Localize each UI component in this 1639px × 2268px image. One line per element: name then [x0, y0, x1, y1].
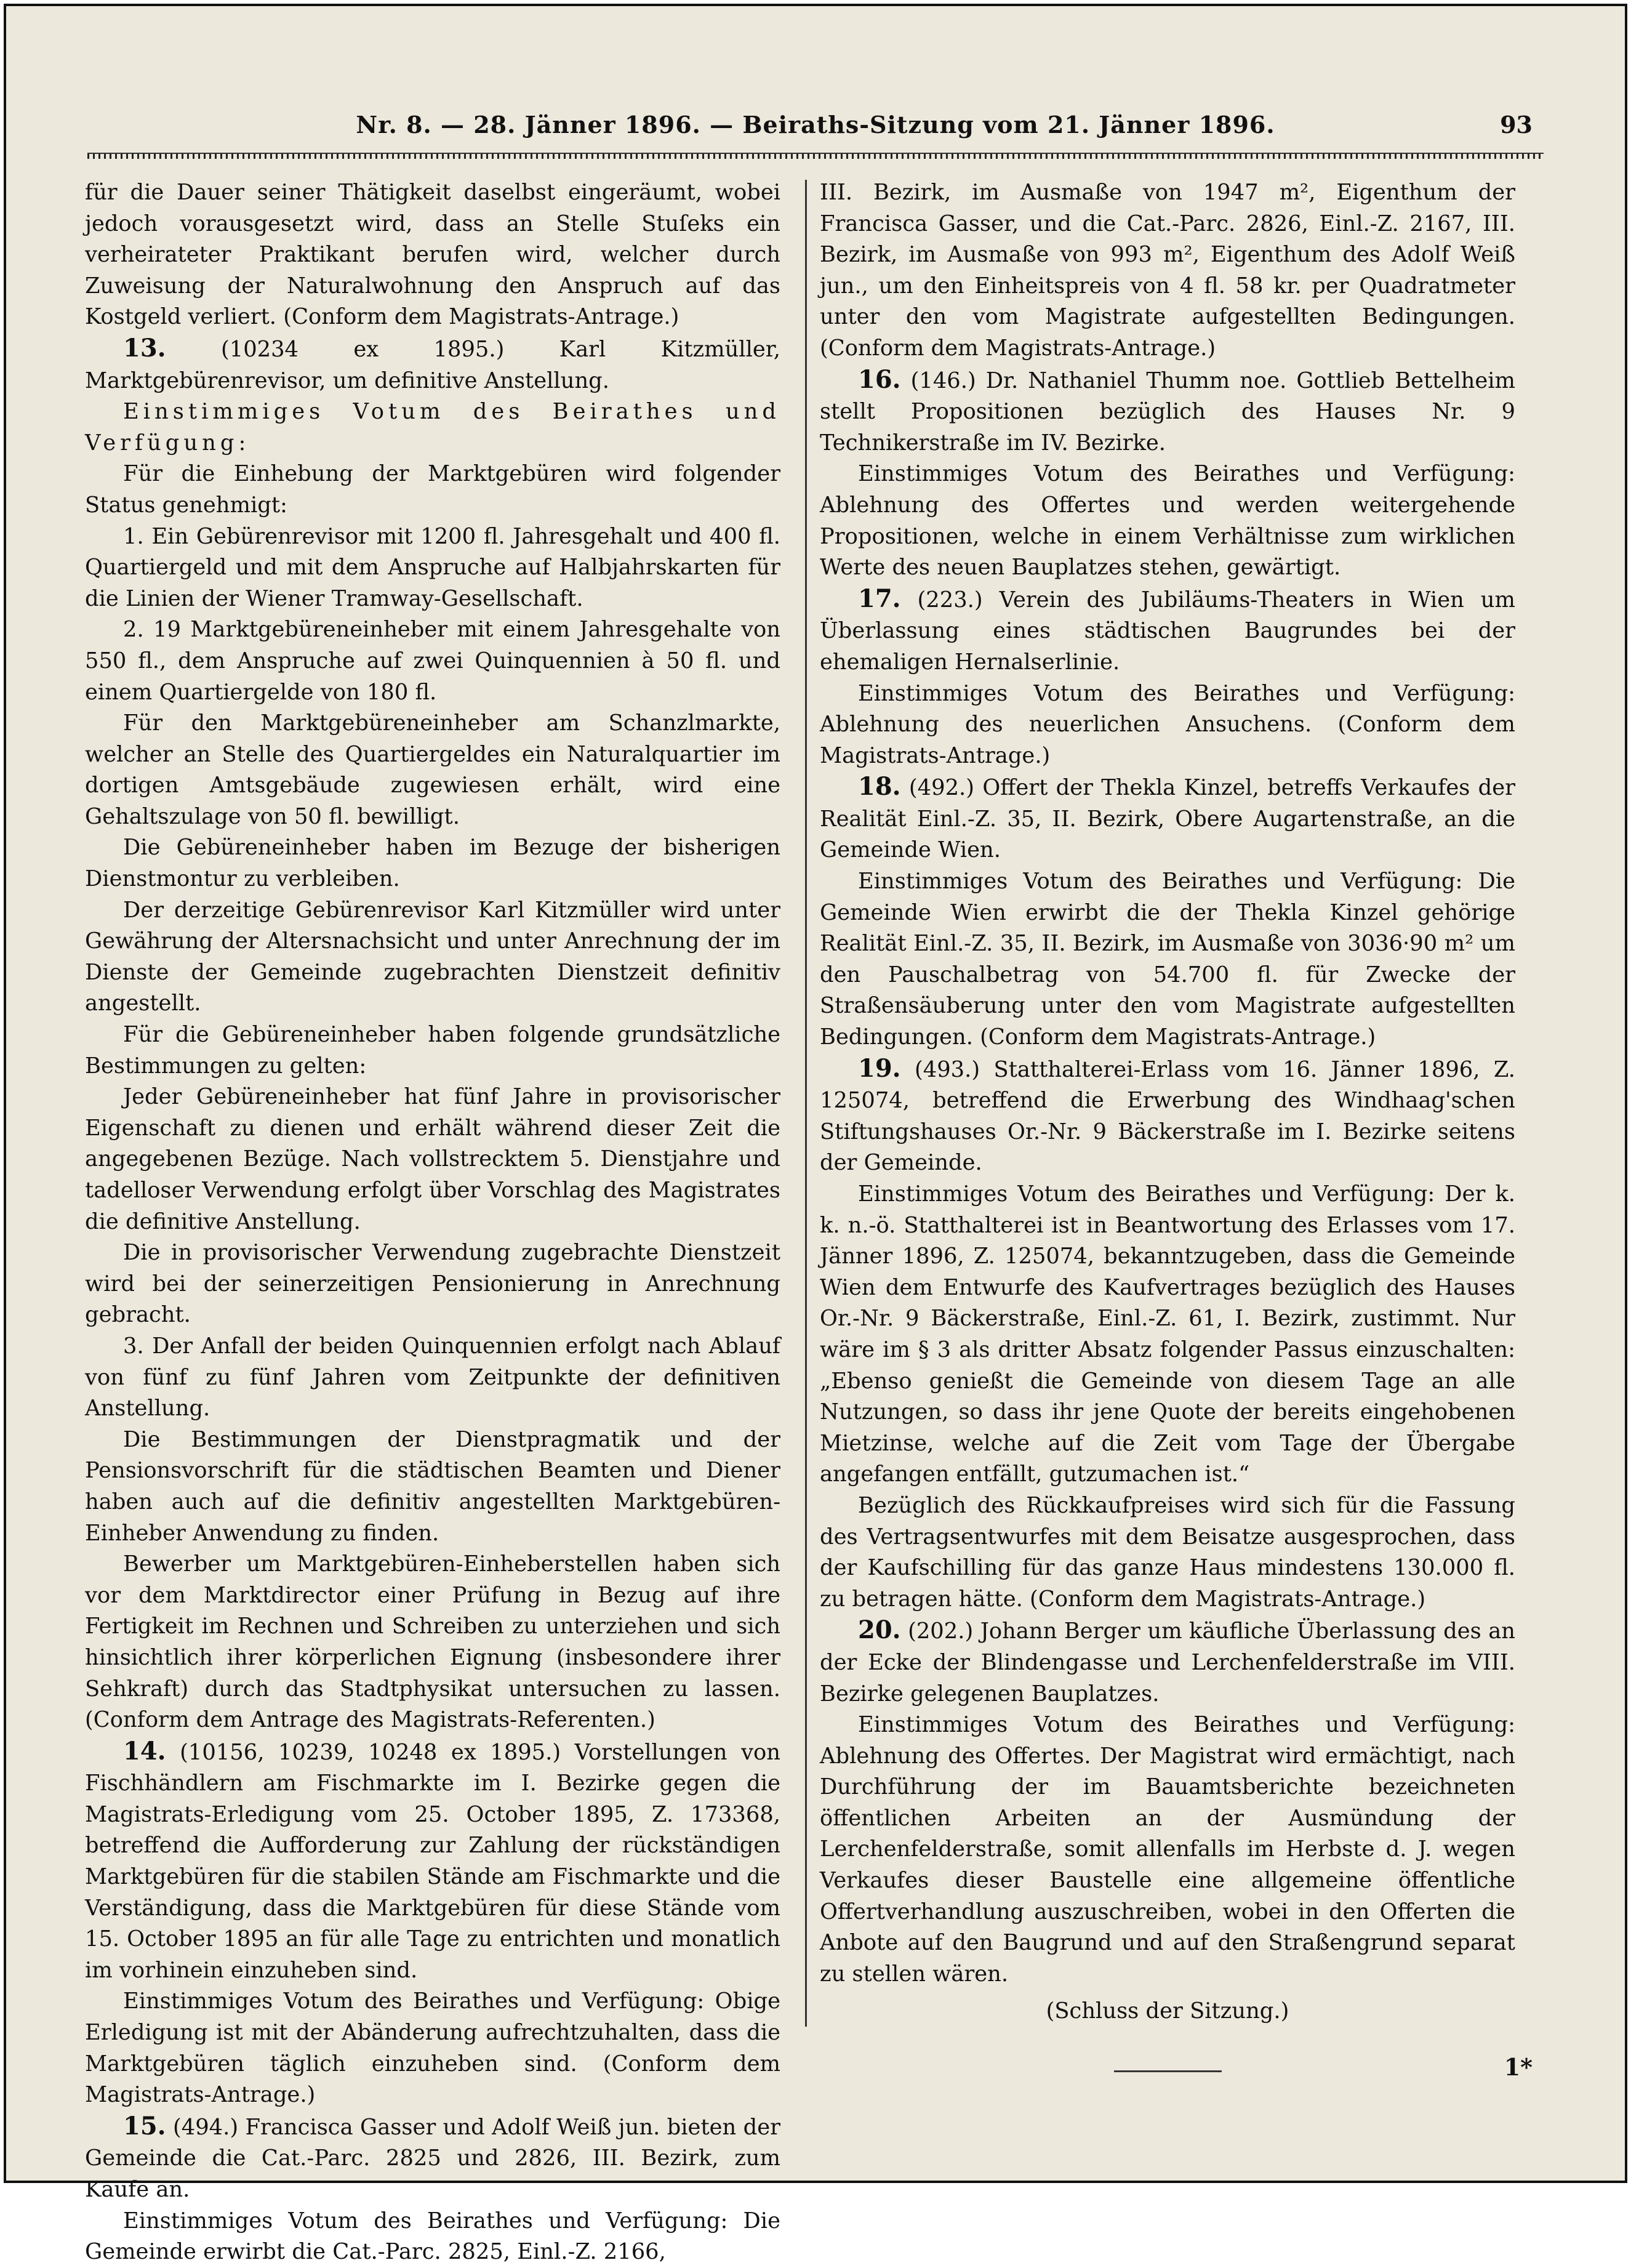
signature-mark: 1* [1504, 2053, 1533, 2081]
paragraph-text: (494.) Francisca Gasser und Adolf Weiß jun. bieten der Gemeinde die Cat.-Parc. 2825 und 2826, III. Bezirk, zum Kaufe an. [85, 2114, 780, 2202]
paragraph [85, 1019, 780, 1082]
paragraph-text: (492.) Offert der Thekla Kinzel, betreffs Verkaufes der Realität Einl.-Z. 35, II. Bezirk, Obere Augartenstraße, an die Gemeinde Wien. [820, 775, 1515, 863]
paragraph-text: Einstimmiges Votum des Beirathes und Verfügung: Ablehnung des Offertes. Der Magistrat wird ermächtigt, nach Durchführung der im Bauamtsberichte bezeichneten öffentlichen Arbeiten an der Ausmündung der Lerchenfelderstraße, somit allenfalls im Herbste d. J. wegen Verkaufes dieser Baustelle eine allgemeine öffentliche Offertverhandlung auszuschreiben, wobei in den Offerten die Anbote auf den Baugrund und auf den Straßengrund separat zu stellen wären. [820, 1712, 1515, 1987]
page-header [6, 111, 1625, 154]
paragraph-text: Für den Marktgebüreneinheber am Schanzlmarkte, welcher an Stelle des Quartiergeldes ein Naturalquartier im dortigen Amtsgebäude zugewiesen erhält, wird eine Gehaltszulage von 50 fl. bewilligt. [85, 710, 780, 829]
paragraph-text: Bezüglich des Rückkaufpreises wird sich für die Fassung des Vertragsentwurfes mit dem Beisatze ausgesprochen, dass der Kaufschilling für das ganze Haus mindestens 130.000 fl. zu betragen hätte. (Conform dem Magistrats-Antrage.) [820, 1492, 1515, 1612]
paragraph [820, 364, 1515, 459]
paragraph [85, 2206, 780, 2268]
paragraph [85, 333, 780, 396]
item-number: 13. [123, 333, 166, 363]
paragraph [85, 1986, 780, 2110]
paragraph-text: Einstimmiges Votum des Beirathes und Verfügung: [85, 399, 780, 456]
paragraph [85, 1549, 780, 1736]
paragraph-text: Der derzeitige Gebürenrevisor Karl Kitzmüller wird unter Gewährung der Altersnachsicht und unter Anrechnung der im Dienste der Gemeinde zugebrachten Dienstzeit definitiv angestellt. [85, 897, 780, 1016]
item-number: 14. [123, 1736, 166, 1766]
paragraph-text: 2. 19 Marktgebüreneinheber mit einem Jahresgehalte von 550 fl., dem Anspruche auf zwei Quinquennien à 50 fl. und einem Quartiergelde von 180 fl. [85, 617, 780, 705]
paragraph [820, 1053, 1515, 1179]
paragraph-text: (10156, 10239, 10248 ex 1895.) Vorstellungen von Fischhändlern am Fischmarkte im I. Bezirke gegen die Magistrats-Erledigung vom 25. October 1895, Z. 173368, betreffend die Aufforderung zur Zahlung der rückständigen Marktgebüren für die stabilen Stände am Fischmarkte und die Verständigung, dass die Marktgebüren für diese Stände vom 15. October 1895 an für alle Tage zu entrichten und monatlich im vorhinein einzuheben sind. [85, 1739, 780, 1983]
column-divider [805, 180, 807, 2027]
paragraph-text: (223.) Verein des Jubiläums-Theaters in Wien um Überlassung eines städtischen Baugrundes bei der ehemaligen Hernalserlinie. [820, 587, 1515, 675]
paragraph [820, 584, 1515, 678]
paragraph-text: Einstimmiges Votum des Beirathes und Verfügung: Ablehnung des neuerlichen Ansuchens. (Conform dem Magistrats-Antrage.) [820, 680, 1515, 768]
paragraph [85, 895, 780, 1019]
right-column-body [820, 177, 1515, 1990]
paragraph-text: Jeder Gebüreneinheber hat fünf Jahre in provisorischer Eigenschaft zu dienen und erhält während dieser Zeit die angegebenen Bezüge. Nach vollstrecktem 5. Dienstjahre und tadelloser Verwendung erfolgt über Vorschlag des Magistrates die definitive Anstellung. [85, 1084, 780, 1234]
paragraph-text: Einstimmiges Votum des Beirathes und Verfügung: Ablehnung des Offertes und werden weitergehende Propositionen, welche in einem Verhältnisse zum wirklichen Werte des neuen Bauplatzes stehen, gewärtigt. [820, 461, 1515, 581]
paragraph-text: Einstimmiges Votum des Beirathes und Verfügung: Die Gemeinde Wien erwirbt die der Thekla Kinzel gehörige Realität Einl.-Z. 35, II. Bezirk, im Ausmaße von 3036·90 m² um den Pauschalbetrag von 54.700 fl. für Zwecke der Straßensäuberung unter den vom Magistrate aufgestellten Bedingungen. (Conform dem Magistrats-Antrage.) [820, 869, 1515, 1050]
item-number: 15. [123, 2111, 166, 2141]
item-number: 20. [858, 1615, 901, 1645]
paragraph-text: Die Gebüreneinheber haben im Bezuge der bisherigen Dienstmontur zu verbleiben. [85, 835, 780, 892]
paragraph-text: (10234 ex 1895.) Karl Kitzmüller, Marktgebürenrevisor, um definitive Anstellung. [85, 336, 780, 393]
paragraph [820, 1179, 1515, 1490]
paragraph [820, 177, 1515, 364]
page-number: 93 [1500, 111, 1533, 139]
right-column [820, 177, 1515, 2072]
paragraph-text: Einstimmiges Votum des Beirathes und Verfügung: Obige Erledigung ist mit der Abänderung aufrechtzuhalten, dass die Marktgebüren täglich einzuheben sind. (Conform dem Magistrats-Antrage.) [85, 1989, 780, 2108]
paragraph [85, 1082, 780, 1237]
paragraph-text: 3. Der Anfall der beiden Quinquennien erfolgt nach Ablauf von fünf zu fünf Jahren vom Zeitpunkte der definitiven Anstellung. [85, 1333, 780, 1422]
paragraph [85, 708, 780, 832]
paragraph-text: Einstimmiges Votum des Beirathes und Verfügung: Der k. k. n.-ö. Statthalterei ist in Beantwortung des Erlasses vom 17. Jänner 1896, Z. 125074, bekanntzugeben, dass die Gemeinde Wien dem Entwurfe des Kaufvertrages bezüglich des Hauses Or.-Nr. 9 Bäckerstraße, Einl.-Z. 61, I. Bezirk, zustimmt. Nur wäre im § 3 als dritter Absatz folgender Passus einzuschalten: „Ebenso genießt die Gemeinde von diesem Tage an alle Nutzungen, so dass ihr jene Quote der bereits eingehobenen Mietzinse, welche auf die Zeit vom Tage der Übergabe angefangen entfällt, gutzumachen ist.“ [820, 1181, 1515, 1487]
paragraph [85, 1425, 780, 1549]
item-number: 16. [858, 364, 901, 394]
paragraph-text: (493.) Statthalterei-Erlass vom 16. Jänner 1896, Z. 125074, betreffend die Erwerbung des Windhaag'schen Stiftungshauses Or.-Nr. 9 Bäckerstraße im I. Bezirke seitens der Gemeinde. [820, 1056, 1515, 1176]
paragraph-text: Bewerber um Marktgebüren-Einheberstellen haben sich vor dem Marktdirector einer Prüfung in Bezug auf ihre Fertigkeit im Rechnen und Schreiben zu unterziehen und sich hinsichtlich ihrer körperlichen Eignung (insbesondere ihrer Sehkraft) durch das Stadtphysikat untersuchen zu lassen. (Conform dem Antrage des Magistrats-Referenten.) [85, 1551, 780, 1733]
paragraph-text: Für die Gebüreneinheber haben folgende grundsätzliche Bestimmungen zu gelten: [85, 1022, 780, 1079]
left-column [85, 177, 780, 2268]
paragraph [85, 1237, 780, 1331]
paragraph [85, 1736, 780, 1987]
paragraph [820, 1615, 1515, 1710]
paragraph-text: (146.) Dr. Nathaniel Thumm noe. Gottlieb Bettelheim stellt Propositionen bezüglich des Hauses Nr. 9 Technikerstraße im IV. Bezirke. [820, 368, 1515, 456]
paragraph-text: Die Bestimmungen der Dienstpragmatik und der Pensionsvorschrift für die städtischen Beamten und Diener haben auch auf die definitiv angestellten Marktgebüren-Einheber Anwendung zu finden. [85, 1426, 780, 1546]
paragraph [85, 396, 780, 459]
paragraph [820, 678, 1515, 772]
header-rule [87, 153, 1544, 159]
paragraph [820, 1710, 1515, 1990]
paragraph [820, 771, 1515, 866]
paragraph [85, 459, 780, 521]
paragraph-text: (202.) Johann Berger um käufliche Überlassung des an der Ecke der Blindengasse und Lerchenfelderstraße im VIII. Bezirke gelegenen Bauplatzes. [820, 1619, 1515, 1707]
header-title: Nr. 8. — 28. Jänner 1896. — Beiraths-Sitzung vom 21. Jänner 1896. [356, 111, 1275, 139]
paragraph-text: für die Dauer seiner Thätigkeit daselbst eingeräumt, wobei jedoch vorausgesetzt wird, dass an Stelle Stuſeks ein verheirateter Praktikant berufen wird, welcher durch Zuweisung der Naturalwohnung den Anspruch auf das Kostgeld verliert. (Conform dem Magistrats-Antrage.) [85, 180, 780, 330]
paragraph [820, 866, 1515, 1053]
paragraph [85, 1331, 780, 1425]
item-number: 19. [858, 1053, 901, 1083]
closing-rule [1114, 2070, 1222, 2072]
closing-line: (Schluss der Sitzung.) [1046, 1998, 1289, 2024]
paragraph [85, 2111, 780, 2206]
paragraph [85, 832, 780, 895]
paragraph [85, 614, 780, 708]
paragraph [820, 1490, 1515, 1615]
paragraph-text: 1. Ein Gebürenrevisor mit 1200 fl. Jahresgehalt und 400 fl. Quartiergeld und mit dem Anspruche auf Halbjahrskarten für die Linien der Wiener Tramway-Gesellschaft. [85, 523, 780, 611]
item-number: 17. [858, 584, 901, 613]
paragraph-text: Die in provisorischer Verwendung zugebrachte Dienstzeit wird bei der seinerzeitigen Pensionierung in Anrechnung gebracht. [85, 1240, 780, 1328]
paragraph-text: Für die Einhebung der Marktgebüren wird folgender Status genehmigt: [85, 461, 780, 518]
paragraph-text: III. Bezirk, im Ausmaße von 1947 m², Eigenthum der Francisca Gasser, und die Cat.-Parc. 2826, Einl.-Z. 2167, III. Bezirk, im Ausmaße von 993 m², Eigenthum des Adolf Weiß jun., um den Einheitspreis von 4 fl. 58 kr. per Quadratmeter unter den vom Magistrate aufgestellten Bedingungen. (Conform dem Magistrats-Antrage.) [820, 180, 1515, 361]
paragraph [85, 177, 780, 333]
newspaper-page [4, 4, 1627, 2265]
paragraph-text: Einstimmiges Votum des Beirathes und Verfügung: Die Gemeinde erwirbt die Cat.-Parc. 2825, Einl.-Z. 2166, [85, 2208, 780, 2265]
paragraph [85, 521, 780, 615]
paragraph [820, 459, 1515, 583]
item-number: 18. [858, 772, 901, 802]
